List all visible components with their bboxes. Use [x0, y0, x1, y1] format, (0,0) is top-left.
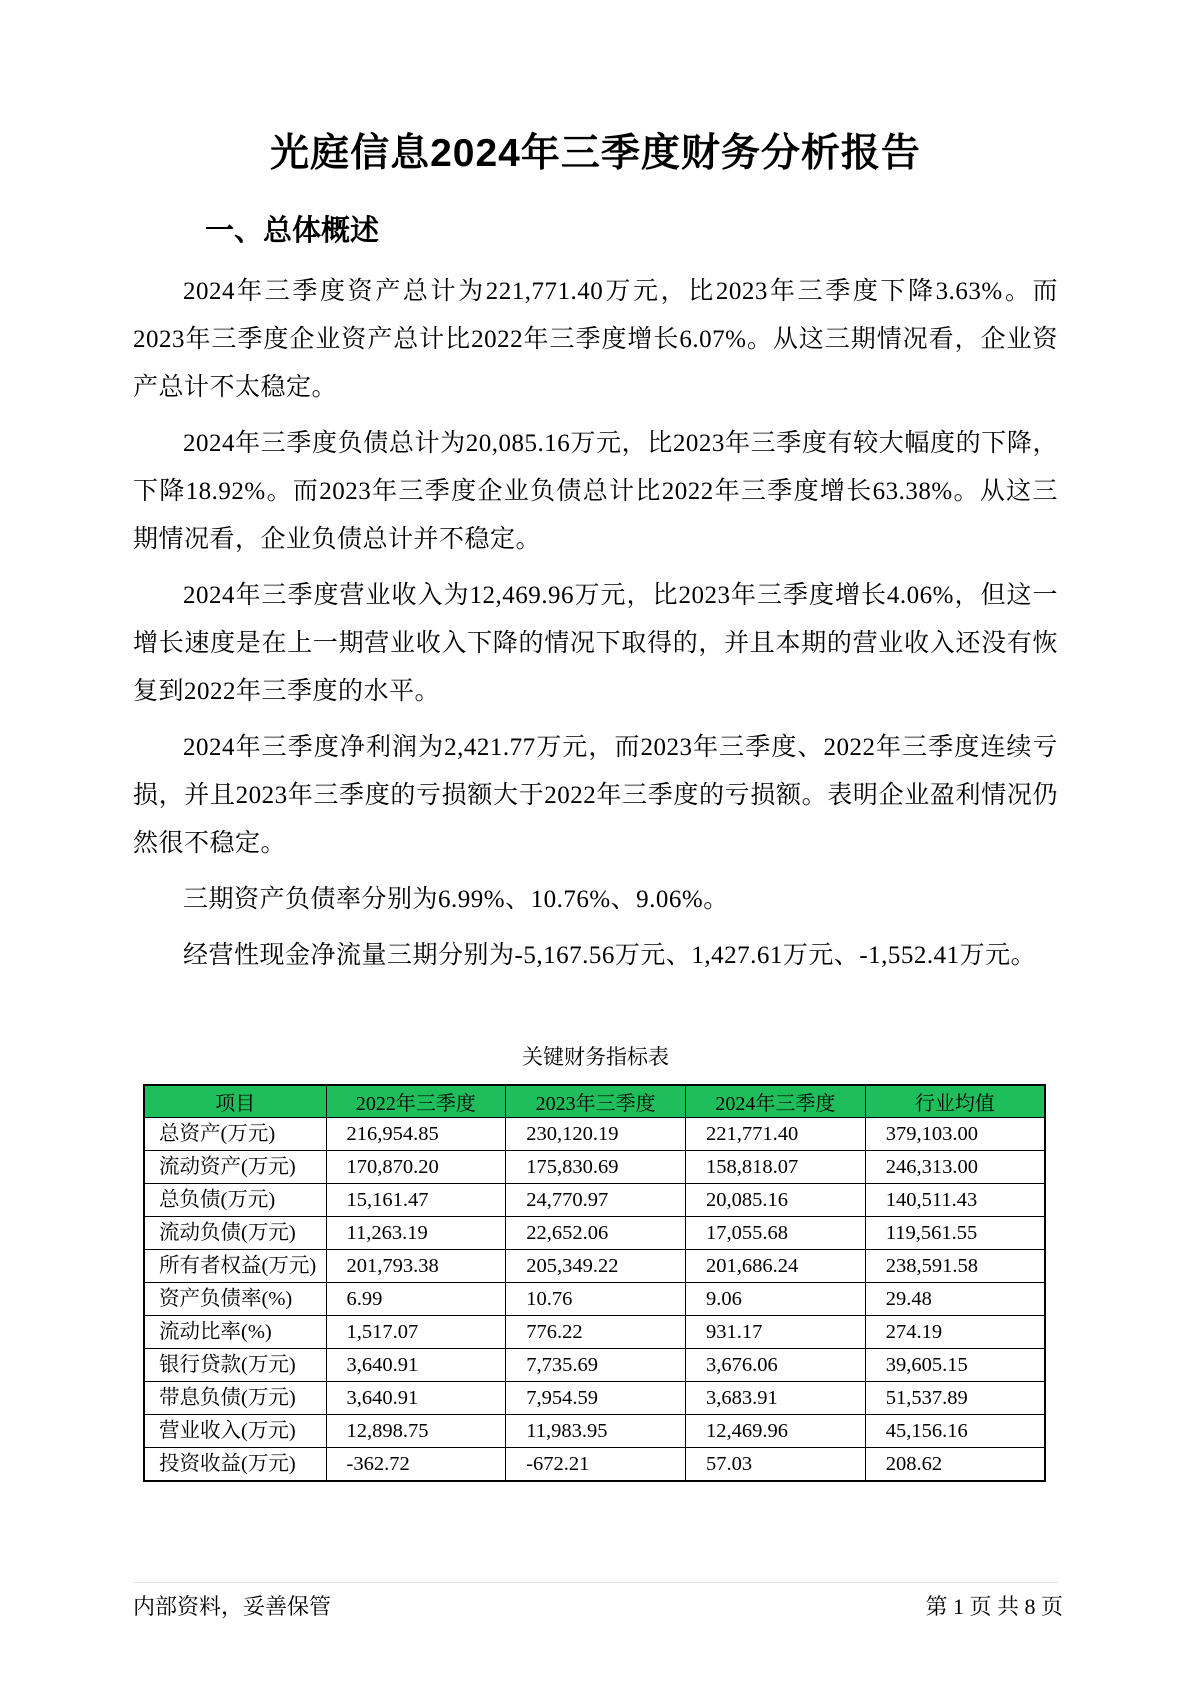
table-cell: 776.22 [506, 1316, 686, 1349]
table-cell: 9.06 [685, 1283, 865, 1316]
footer-page-number: 第 1 页 共 8 页 [925, 1594, 1063, 1619]
table-cell: 45,156.16 [865, 1415, 1045, 1448]
row-label: 流动资产(万元) [144, 1151, 326, 1184]
table-cell: 379,103.00 [865, 1118, 1045, 1151]
table-cell: 51,537.89 [865, 1382, 1045, 1415]
row-label: 银行贷款(万元) [144, 1349, 326, 1382]
table-cell: 11,263.19 [326, 1217, 506, 1250]
row-label: 总负债(万元) [144, 1184, 326, 1217]
table-cell: 11,983.95 [506, 1415, 686, 1448]
document-content [0, 128, 1191, 1482]
table-row [144, 1316, 1045, 1349]
table-cell: 158,818.07 [685, 1151, 865, 1184]
table-row [144, 1448, 1045, 1482]
table-cell: -362.72 [326, 1448, 506, 1482]
table-cell: 201,686.24 [685, 1250, 865, 1283]
table-cell: 1,517.07 [326, 1316, 506, 1349]
row-label: 流动负债(万元) [144, 1217, 326, 1250]
table-cell: 20,085.16 [685, 1184, 865, 1217]
table-cell: 24,770.97 [506, 1184, 686, 1217]
footer-divider [133, 1582, 1058, 1583]
table-cell: 17,055.68 [685, 1217, 865, 1250]
paragraph-debt-ratio: 三期资产负债率分别为6.99%、10.76%、9.06%。 [183, 886, 729, 913]
table-cell: 57.03 [685, 1448, 865, 1482]
table-caption: 关键财务指标表 [522, 1045, 669, 1069]
paragraph-net-profit: 2024年三季度净利润为2,421.77万元，而2023年三季度、2022年三季度连续亏损，并且2023年三季度的亏损额大于2022年三季度的亏损额。表明企业盈利情况仍然很不稳定。 [133, 734, 1058, 857]
table-cell: 3,676.06 [685, 1349, 865, 1382]
table-cell: 246,313.00 [865, 1151, 1045, 1184]
table-cell: -672.21 [506, 1448, 686, 1482]
table-cell: 39,605.15 [865, 1349, 1045, 1382]
row-label: 资产负债率(%) [144, 1283, 326, 1316]
page-title: 光庭信息2024年三季度财务分析报告 [270, 132, 921, 175]
row-label: 带息负债(万元) [144, 1382, 326, 1415]
table-cell: 6.99 [326, 1283, 506, 1316]
table-cell: 22,652.06 [506, 1217, 686, 1250]
table-row [144, 1217, 1045, 1250]
row-label: 投资收益(万元) [144, 1448, 326, 1482]
table-cell: 119,561.55 [865, 1217, 1045, 1250]
table-row [144, 1382, 1045, 1415]
table-cell: 201,793.38 [326, 1250, 506, 1283]
key-financial-indicators-table [143, 1084, 1046, 1482]
table-cell: 205,349.22 [506, 1250, 686, 1283]
table-header-row [144, 1085, 1045, 1118]
table-cell: 221,771.40 [685, 1118, 865, 1151]
table-cell: 3,683.91 [685, 1382, 865, 1415]
table-cell: 10.76 [506, 1283, 686, 1316]
column-header-industry-avg: 行业均值 [865, 1085, 1045, 1118]
table-cell: 29.48 [865, 1283, 1045, 1316]
table-row [144, 1118, 1045, 1151]
column-header-2022q3: 2022年三季度 [326, 1085, 506, 1118]
paragraph-cash-flow: 经营性现金净流量三期分别为-5,167.56万元、1,427.61万元、-1,552.41万元。 [183, 942, 1037, 969]
column-header-2023q3: 2023年三季度 [506, 1085, 686, 1118]
table-cell: 274.19 [865, 1316, 1045, 1349]
column-header-item: 项目 [144, 1085, 326, 1118]
table-row [144, 1250, 1045, 1283]
table-cell: 208.62 [865, 1448, 1045, 1482]
table-cell: 216,954.85 [326, 1118, 506, 1151]
paragraph-revenue: 2024年三季度营业收入为12,469.96万元，比2023年三季度增长4.06%，但这一增长速度是在上一期营业收入下降的情况下取得的，并且本期的营业收入还没有恢复到2022年三季度的水平。 [133, 582, 1058, 705]
table-cell: 175,830.69 [506, 1151, 686, 1184]
table-cell: 3,640.91 [326, 1382, 506, 1415]
table-row [144, 1151, 1045, 1184]
table-cell: 7,735.69 [506, 1349, 686, 1382]
table-cell: 140,511.43 [865, 1184, 1045, 1217]
table-cell: 15,161.47 [326, 1184, 506, 1217]
footer-confidential-note: 内部资料，妥善保管 [133, 1594, 332, 1619]
page-footer [133, 1592, 1063, 1622]
table-cell: 170,870.20 [326, 1151, 506, 1184]
table-row [144, 1415, 1045, 1448]
table-cell: 931.17 [685, 1316, 865, 1349]
table-cell: 12,898.75 [326, 1415, 506, 1448]
table-row [144, 1184, 1045, 1217]
table-cell: 12,469.96 [685, 1415, 865, 1448]
paragraph-assets: 2024年三季度资产总计为221,771.40万元，比2023年三季度下降3.63%。而2023年三季度企业资产总计比2022年三季度增长6.07%。从这三期情况看，企业资产总计不太稳定。 [133, 278, 1058, 401]
table-cell: 7,954.59 [506, 1382, 686, 1415]
row-label: 所有者权益(万元) [144, 1250, 326, 1283]
table-cell: 3,640.91 [326, 1349, 506, 1382]
table-cell: 230,120.19 [506, 1118, 686, 1151]
table-cell: 238,591.58 [865, 1250, 1045, 1283]
row-label: 流动比率(%) [144, 1316, 326, 1349]
column-header-2024q3: 2024年三季度 [685, 1085, 865, 1118]
row-label: 营业收入(万元) [144, 1415, 326, 1448]
table-row [144, 1349, 1045, 1382]
table-row [144, 1283, 1045, 1316]
row-label: 总资产(万元) [144, 1118, 326, 1151]
paragraph-liabilities: 2024年三季度负债总计为20,085.16万元，比2023年三季度有较大幅度的下降，下降18.92%。而2023年三季度企业负债总计比2022年三季度增长63.38%。从这三期情况看，企业负债总计并不稳定。 [133, 430, 1058, 553]
section-heading: 一、总体概述 [205, 215, 380, 247]
